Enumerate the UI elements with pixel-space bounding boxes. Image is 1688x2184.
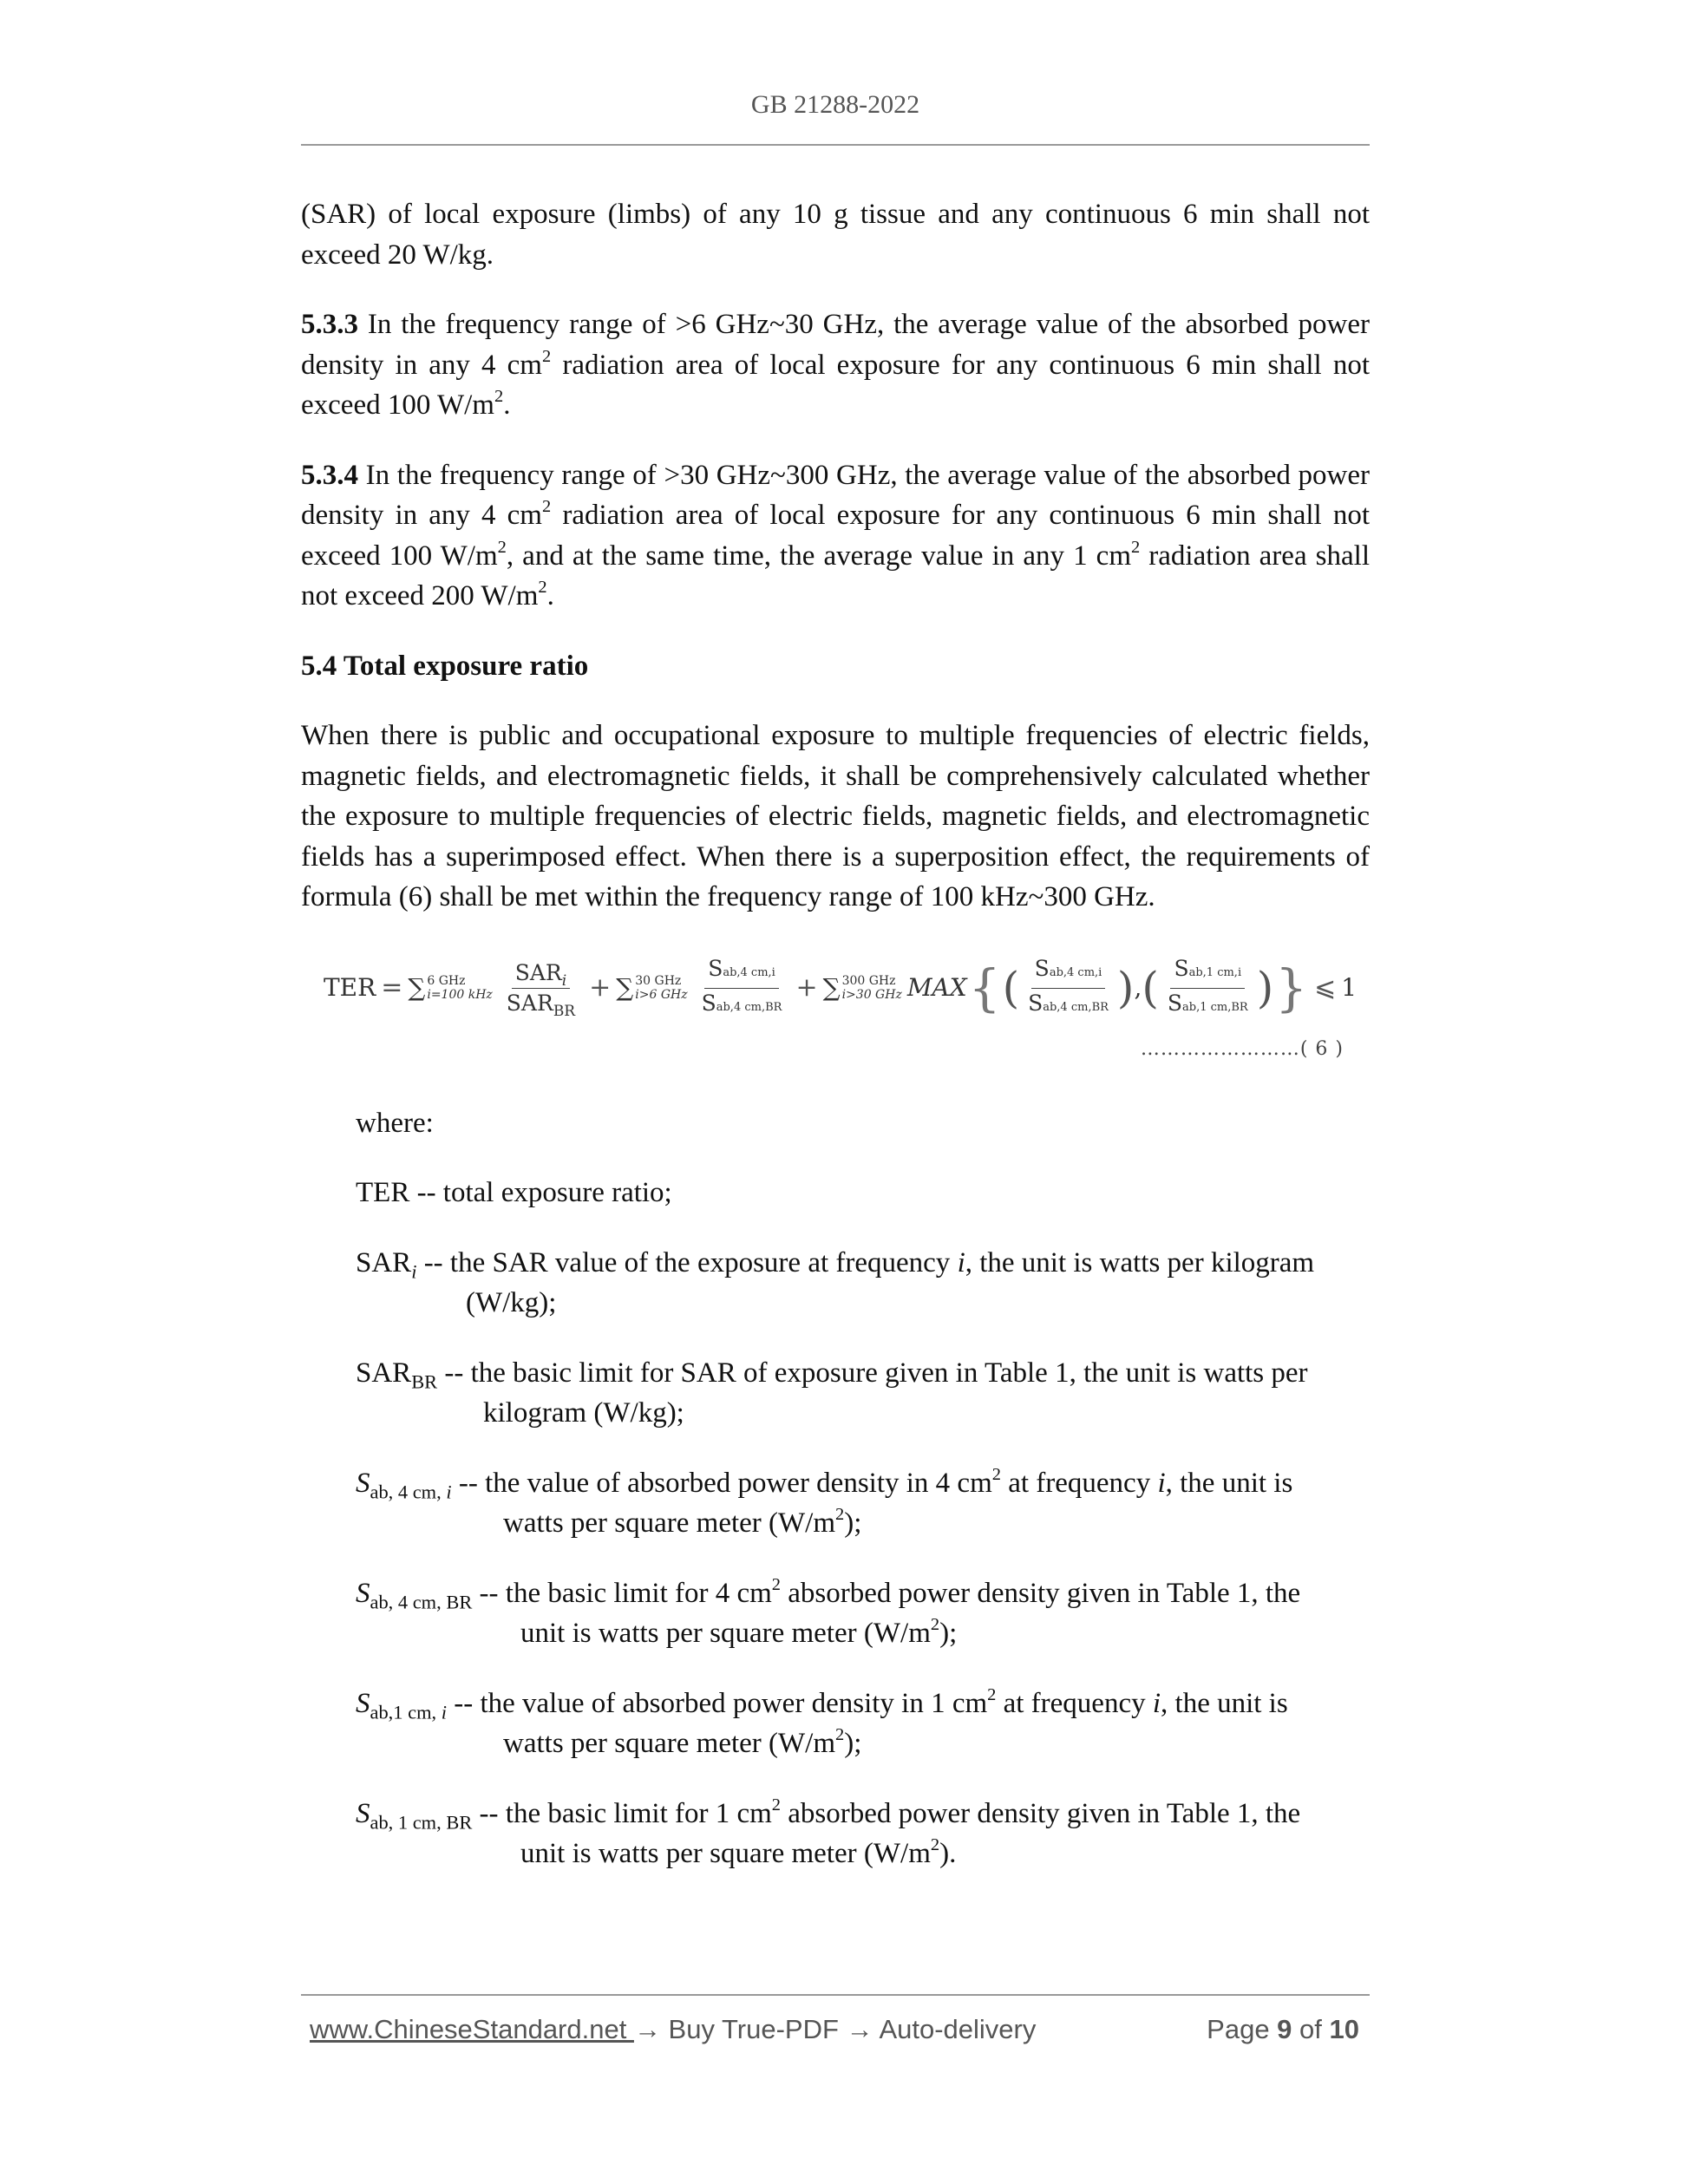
- footer-rule: [301, 1994, 1370, 1996]
- where-definitions: [356, 1103, 1370, 1874]
- arrow-right-icon: →: [633, 2014, 661, 2044]
- fraction-sab-1cm-max: $\frac{\text{Sab,1 cm,i}}{\text{Sab,1 cm,BR}}$: [1167, 955, 1248, 1016]
- fraction-sab-4cm: $\frac{\text{Sab,4 cm,i}}{\text{Sab,4 cm,BR}}$: [701, 955, 782, 1016]
- arrow-right-icon: →: [846, 2014, 873, 2044]
- sum-symbol: ∑: [822, 972, 841, 1002]
- page-footer: [310, 2014, 1359, 2045]
- definition-sar-i: $SAR_i$ -- the SAR value of the exposure at frequency i, the unit is watts per kilogram (W/kg);: [356, 1246, 1315, 1318]
- where-label: where:: [356, 1107, 434, 1139]
- sum-symbol: ∑: [616, 972, 634, 1002]
- clause-5-3-4: 5.3.4 In the frequency range of >30 GHz~300 GHz, the average value of the absorbed power density in any 4 $cm^2$ radiation area of local exposure for any continuous 6 min shall not exceed 100 $W/m^2$, and at the same time, the average value in any 1 $cm^2$ radiation area shall not exceed 200 $W/m^2$.: [301, 459, 1370, 611]
- section-heading-5-4: 5.4 Total exposure ratio: [301, 650, 589, 682]
- page-indicator: Page 9 of 10: [1207, 2014, 1359, 2044]
- fraction-sar: $\frac{SAR_i}{SAR_{BR}}$: [506, 959, 576, 1020]
- clause-5-4-text: When there is public and occupational exposure to multiple frequencies of electric fields, magnetic fields, and electromagnetic fields, it shall be comprehensively calculated whether the exposure to multiple frequencies of electric fields, magnetic fields, and electromagnetic fields has a superimposed effect. When there is a superposition effect, the requirements of formula (6) shall be met within the frequency range of 100 kHz~300 GHz.: [301, 720, 1370, 912]
- page-content: [301, 194, 1370, 1904]
- current-page: 9: [1277, 2014, 1292, 2044]
- formula-line: TER = ∑ 6 GHz i=100 kHz $\frac{SAR_i}{SAR_{BR}}$ + ∑ 30 GHz i>6 GHz $\frac{\text{Sab,4 cm,i}}{\text{Sab,4 cm,BR}}$ + ∑ 300 GHz i>30 GHz MAX { ( $\frac{\text{Sab,4 cm,i}}{\text{Sab,4 cm,BR}}$ ) , ( $\frac{\text{Sab,1 cm,i}}{\text{Sab,1 cm,BR}}$ ) } ⩽ 1: [324, 955, 1358, 1020]
- formula-6: [301, 947, 1370, 1077]
- header-rule: [301, 144, 1370, 146]
- definition-sab-1cm-br: $S_{ab, 1 cm, BR}$ -- the basic limit for 1 $cm^2$ absorbed power density given in Table 1, the unit is watts per square meter $(W/m^2)$.: [356, 1795, 1301, 1869]
- formula-number: ……………………( 6 ): [1140, 1037, 1344, 1060]
- definition-sar-br: $SAR_{BR}$ -- the basic limit for SAR of exposure given in Table 1, the unit is watts per kilogram (W/kg);: [356, 1357, 1308, 1429]
- clause-5-3-3: 5.3.3 In the frequency range of >6 GHz~30 GHz, the average value of the absorbed power density in any 4 $cm^2$ radiation area of local exposure for any continuous 6 min shall not exceed 100 $W/m^2$.: [301, 309, 1370, 421]
- definition-ter: TER -- total exposure ratio;: [356, 1177, 672, 1208]
- definition-sab-4cm-br: $S_{ab, 4 cm, BR}$ -- the basic limit for 4 $cm^2$ absorbed power density given in Table 1, the unit is watts per square meter $(W/m^2)$;: [356, 1574, 1301, 1649]
- sum-symbol: ∑: [408, 972, 426, 1002]
- definition-sab-1cm-i: $S_{ab,1 cm, i}$ -- the value of absorbed power density in 1 $cm^2$ at frequency i, the unit is watts per square meter $(W/m^2)$;: [356, 1684, 1288, 1759]
- paragraph-continuation: (SAR) of local exposure (limbs) of any 10 g tissue and any continuous 6 min shall not exceed 20 W/kg.: [301, 199, 1370, 271]
- clause-number: 5.3.4: [301, 459, 358, 491]
- footer-promo: www.ChineseStandard.net → Buy True-PDF → Auto-delivery: [310, 2014, 1037, 2044]
- chinesestandard-link[interactable]: www.ChineseStandard.net: [310, 2014, 634, 2044]
- fraction-sab-4cm-max: $\frac{\text{Sab,4 cm,i}}{\text{Sab,4 cm,BR}}$: [1028, 955, 1109, 1016]
- document-id-header: GB 21288-2022: [750, 90, 920, 119]
- total-pages: 10: [1329, 2014, 1359, 2044]
- clause-number: 5.3.3: [301, 309, 358, 340]
- definition-sab-4cm-i: $S_{ab, 4 cm, i}$ -- the value of absorbed power density in 4 $cm^2$ at frequency i, the unit is watts per square meter $(W/m^2)$;: [356, 1464, 1293, 1539]
